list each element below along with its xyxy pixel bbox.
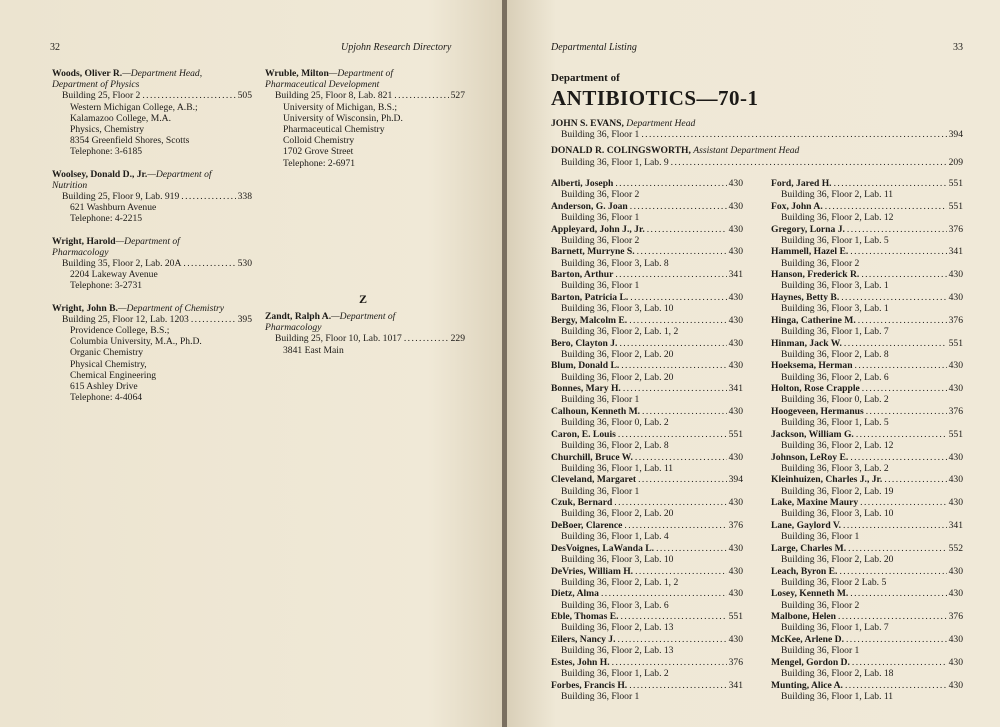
member-name: Johnson, LeRoy E. bbox=[771, 451, 849, 463]
member-extension: 551 bbox=[948, 428, 963, 440]
entry-detail: Telephone: 4-2215 bbox=[70, 213, 143, 225]
entry-detail: Chemical Engineering bbox=[70, 369, 157, 381]
member-name: DesVoignes, LaWanda L. bbox=[551, 542, 655, 554]
entry-title: —Department of bbox=[331, 311, 396, 322]
member-location: Building 36, Floor 1, Lab. 7 bbox=[781, 622, 889, 634]
member-name: Churchill, Bruce W. bbox=[551, 451, 633, 463]
member-location: Building 36, Floor 2 bbox=[561, 234, 640, 246]
member-extension: 430 bbox=[728, 291, 743, 303]
member-entry bbox=[551, 543, 743, 566]
member-name: Hinman, Jack W. bbox=[771, 337, 842, 349]
member-entry bbox=[551, 360, 743, 383]
member-extension: 376 bbox=[948, 611, 963, 623]
department-heads bbox=[551, 118, 963, 179]
entry-title: —Department of bbox=[328, 68, 394, 79]
entry-detail: University of Wisconsin, Ph.D. bbox=[283, 112, 403, 124]
entry-detail: 615 Ashley Drive bbox=[70, 381, 138, 393]
members-column-left bbox=[551, 178, 743, 702]
member-name: Dietz, Alma bbox=[551, 588, 599, 600]
member-location: Building 36, Floor 1 bbox=[561, 280, 640, 292]
entry-detail: Providence College, B.S.; bbox=[70, 325, 170, 337]
member-location: Building 36, Floor 2, Lab. 12 bbox=[781, 439, 894, 451]
member-extension: 430 bbox=[948, 588, 963, 600]
head-role: Department Head bbox=[626, 118, 696, 129]
member-name: Lake, Maxine Maury bbox=[771, 497, 859, 509]
member-extension: 430 bbox=[728, 542, 743, 554]
member-name: Jackson, William G. bbox=[771, 428, 854, 440]
member-extension: 430 bbox=[948, 679, 963, 691]
member-name: Barton, Patricia L. bbox=[551, 291, 629, 303]
entry-extension: 505 bbox=[237, 90, 252, 102]
member-name: Holton, Rose Crapple bbox=[771, 383, 860, 395]
member-extension: 430 bbox=[948, 474, 963, 486]
member-name: Hammell, Hazel E. bbox=[771, 246, 849, 258]
entry-title-cont: Pharmacology bbox=[52, 246, 109, 258]
member-extension: 430 bbox=[728, 633, 743, 645]
entry-extension: 229 bbox=[450, 333, 465, 345]
member-name: Blum, Donald L. bbox=[551, 360, 620, 372]
member-entry bbox=[551, 634, 743, 657]
entry-title-cont: Nutrition bbox=[52, 179, 88, 191]
member-location: Building 36, Floor 2, Lab. 11 bbox=[781, 189, 894, 201]
member-extension: 430 bbox=[948, 633, 963, 645]
entry-location: Building 25, Floor 2 bbox=[62, 90, 141, 102]
entry-extension: 338 bbox=[237, 191, 252, 203]
head-role: Assistant Department Head bbox=[693, 145, 800, 157]
head-extension: 394 bbox=[948, 129, 963, 141]
entries-column-b-z bbox=[265, 311, 465, 367]
entry-title-cont: Pharmaceutical Development bbox=[265, 79, 380, 91]
member-entry bbox=[551, 201, 743, 224]
member-location: Building 36, Floor 2 Lab. 5 bbox=[781, 576, 887, 588]
head-location: Building 36, Floor 1 bbox=[561, 129, 640, 141]
member-entry bbox=[771, 360, 963, 383]
entry-location: Building 25, Floor 10, Lab. 1017 bbox=[275, 333, 402, 345]
member-name: Malbone, Helen bbox=[771, 611, 837, 623]
member-location: Building 36, Floor 3, Lab. 10 bbox=[781, 508, 894, 520]
member-entry bbox=[771, 246, 963, 269]
member-name: Caron, E. Louis bbox=[551, 428, 616, 440]
entry-detail: Physics, Chemistry bbox=[70, 124, 145, 136]
member-extension: 430 bbox=[948, 565, 963, 577]
entry-detail: 1702 Grove Street bbox=[283, 146, 354, 158]
head-location: Building 36, Floor 1, Lab. 9 bbox=[561, 156, 669, 168]
member-location: Building 36, Floor 1, Lab. 4 bbox=[561, 531, 669, 543]
entry-location: Building 35, Floor 2, Lab. 20A bbox=[62, 258, 182, 270]
right-page bbox=[507, 0, 1000, 727]
member-name: Hanson, Frederick R. bbox=[771, 269, 860, 281]
member-entry bbox=[771, 680, 963, 703]
member-location: Building 36, Floor 1, Lab. 7 bbox=[781, 325, 889, 337]
member-extension: 430 bbox=[948, 291, 963, 303]
member-location: Building 36, Floor 3, Lab. 6 bbox=[561, 599, 669, 611]
member-extension: 430 bbox=[948, 269, 963, 281]
entry-extension: 395 bbox=[237, 313, 252, 325]
member-name: Hoogeveen, Hermanus bbox=[771, 405, 864, 417]
member-name: Forbes, Francis H. bbox=[551, 679, 628, 691]
member-entry bbox=[771, 634, 963, 657]
member-entry bbox=[551, 474, 743, 497]
member-location: Building 36, Floor 3, Lab. 2 bbox=[781, 462, 889, 474]
member-extension: 430 bbox=[728, 200, 743, 212]
entry-name: Wright, Harold bbox=[52, 235, 116, 247]
member-entry bbox=[771, 429, 963, 452]
member-extension: 376 bbox=[728, 656, 743, 668]
member-entry bbox=[771, 657, 963, 680]
member-extension: 430 bbox=[728, 497, 743, 509]
entry-name: Woolsey, Donald D., Jr. bbox=[52, 168, 148, 180]
member-name: DeVries, William H. bbox=[551, 565, 634, 577]
directory-entry bbox=[52, 68, 252, 158]
member-location: Building 36, Floor 1, Lab. 11 bbox=[781, 690, 894, 702]
member-name: Leach, Byron E. bbox=[771, 565, 838, 577]
member-entry bbox=[551, 497, 743, 520]
member-entry bbox=[771, 520, 963, 543]
member-name: Bergy, Malcolm E. bbox=[551, 314, 628, 326]
member-location: Building 36, Floor 2, Lab. 18 bbox=[781, 667, 894, 679]
member-location: Building 36, Floor 1, Lab. 5 bbox=[781, 234, 889, 246]
entry-location: Building 25, Floor 8, Lab. 821 bbox=[275, 90, 393, 102]
member-location: Building 36, Floor 2, Lab. 1, 2 bbox=[561, 325, 679, 337]
head-entry bbox=[551, 118, 963, 140]
member-entry bbox=[551, 566, 743, 589]
member-entry bbox=[771, 269, 963, 292]
member-entry bbox=[771, 497, 963, 520]
entry-detail: Telephone: 3-2731 bbox=[70, 280, 143, 292]
member-name: Mengel, Gordon D. bbox=[771, 656, 850, 668]
page-number-right: 33 bbox=[953, 42, 963, 53]
entry-detail: Telephone: 4-4064 bbox=[70, 392, 143, 404]
entry-detail: Western Michigan College, A.B.; bbox=[70, 101, 198, 113]
member-entry bbox=[771, 566, 963, 589]
entry-detail: 2204 Lakeway Avenue bbox=[70, 269, 158, 281]
member-extension: 341 bbox=[948, 519, 963, 531]
member-entry bbox=[551, 383, 743, 406]
member-entry bbox=[771, 178, 963, 201]
entry-location: Building 25, Floor 9, Lab. 919 bbox=[62, 191, 180, 203]
member-name: Large, Charles M. bbox=[771, 542, 847, 554]
member-name: Fox, John A. bbox=[771, 200, 823, 212]
member-location: Building 36, Floor 2 bbox=[781, 599, 860, 611]
member-name: Lane, Gaylord V. bbox=[771, 519, 842, 531]
member-location: Building 36, Floor 3, Lab. 10 bbox=[561, 553, 674, 565]
member-extension: 430 bbox=[728, 314, 743, 326]
member-entry bbox=[551, 588, 743, 611]
entry-extension: 530 bbox=[237, 258, 252, 270]
member-name: Hinga, Catherine M. bbox=[771, 314, 856, 326]
head-name: JOHN S. EVANS, bbox=[551, 118, 624, 129]
member-entry bbox=[551, 338, 743, 361]
directory-entry bbox=[52, 169, 252, 225]
member-extension: 376 bbox=[948, 405, 963, 417]
member-name: Hoeksema, Herman bbox=[771, 360, 853, 372]
directory-entry bbox=[52, 236, 252, 292]
member-extension: 394 bbox=[728, 474, 743, 486]
member-name: Eilers, Nancy J. bbox=[551, 633, 616, 645]
member-name: Estes, John H. bbox=[551, 656, 610, 668]
department-title: ANTIBIOTICS—70-1 bbox=[551, 86, 759, 110]
member-location: Building 36, Floor 2 bbox=[781, 257, 860, 269]
department-label: Department of bbox=[551, 72, 620, 84]
member-location: Building 36, Floor 2, Lab. 1, 2 bbox=[561, 576, 679, 588]
running-head-left: Upjohn Research Directory bbox=[341, 42, 452, 53]
entry-detail: Colloid Chemistry bbox=[283, 135, 355, 147]
member-entry bbox=[771, 338, 963, 361]
member-extension: 430 bbox=[728, 405, 743, 417]
member-extension: 430 bbox=[728, 588, 743, 600]
member-extension: 551 bbox=[948, 200, 963, 212]
member-entry bbox=[771, 406, 963, 429]
entry-title-cont: Pharmacology bbox=[265, 322, 322, 334]
entry-detail: Columbia University, M.A., Ph.D. bbox=[70, 336, 202, 348]
member-entry bbox=[771, 543, 963, 566]
member-extension: 430 bbox=[728, 337, 743, 349]
member-location: Building 36, Floor 2 bbox=[561, 189, 640, 201]
member-location: Building 36, Floor 1 bbox=[561, 394, 640, 406]
member-location: Building 36, Floor 1 bbox=[561, 212, 640, 223]
member-entry bbox=[551, 680, 743, 703]
member-entry bbox=[551, 520, 743, 543]
directory-entry bbox=[265, 68, 465, 169]
member-location: Building 36, Floor 2, Lab. 13 bbox=[561, 645, 674, 657]
member-extension: 430 bbox=[948, 360, 963, 372]
member-name: Calhoun, Kenneth M. bbox=[551, 405, 641, 417]
member-extension: 551 bbox=[948, 178, 963, 189]
member-location: Building 36, Floor 3, Lab. 10 bbox=[561, 303, 674, 315]
member-name: Appleyard, John J., Jr. bbox=[551, 223, 645, 235]
member-name: Alberti, Joseph bbox=[551, 178, 614, 189]
head-extension: 209 bbox=[948, 156, 963, 168]
member-location: Building 36, Floor 2, Lab. 6 bbox=[781, 371, 889, 383]
entries-column-a bbox=[52, 68, 252, 414]
member-entry bbox=[771, 292, 963, 315]
member-name: Anderson, G. Joan bbox=[551, 200, 628, 212]
member-location: Building 36, Floor 3, Lab. 1 bbox=[781, 303, 889, 315]
entry-extension: 527 bbox=[450, 90, 465, 102]
member-location: Building 36, Floor 0, Lab. 2 bbox=[561, 417, 669, 429]
entry-location: Building 25, Floor 12, Lab. 1203 bbox=[62, 313, 189, 325]
member-entry bbox=[551, 269, 743, 292]
member-name: Munting, Alice A. bbox=[771, 679, 843, 691]
member-location: Building 36, Floor 2, Lab. 20 bbox=[561, 508, 674, 520]
page-number-left: 32 bbox=[50, 42, 60, 53]
member-entry bbox=[551, 657, 743, 680]
entry-title: —Department of Chemistry bbox=[117, 302, 224, 314]
member-entry bbox=[771, 201, 963, 224]
member-location: Building 36, Floor 2, Lab. 8 bbox=[561, 439, 669, 451]
member-location: Building 36, Floor 1, Lab. 2 bbox=[561, 667, 669, 679]
entry-name: Woods, Oliver R. bbox=[52, 68, 123, 79]
member-location: Building 36, Floor 2, Lab. 13 bbox=[561, 622, 674, 634]
entry-detail: Organic Chemistry bbox=[70, 347, 144, 359]
member-entry bbox=[551, 406, 743, 429]
entry-detail: Telephone: 3-6185 bbox=[70, 146, 143, 158]
member-extension: 341 bbox=[728, 679, 743, 691]
member-extension: 430 bbox=[728, 360, 743, 372]
entry-name: Wruble, Milton bbox=[265, 68, 329, 79]
member-extension: 430 bbox=[728, 178, 743, 189]
entry-title: —Department Head, bbox=[122, 68, 203, 79]
member-name: Barnett, Murryne S. bbox=[551, 246, 635, 258]
member-name: McKee, Arlene D. bbox=[771, 633, 844, 645]
entry-title: —Department of bbox=[115, 235, 180, 247]
member-location: Building 36, Floor 3, Lab. 1 bbox=[781, 280, 889, 292]
members-column-right bbox=[771, 178, 963, 702]
entry-detail: 621 Washburn Avenue bbox=[70, 202, 157, 214]
head-entry bbox=[551, 145, 963, 167]
member-entry bbox=[551, 178, 743, 201]
member-extension: 430 bbox=[948, 656, 963, 668]
member-entry bbox=[771, 452, 963, 475]
member-extension: 551 bbox=[948, 337, 963, 349]
entry-name: Zandt, Ralph A. bbox=[265, 311, 332, 322]
member-entry bbox=[551, 224, 743, 247]
member-location: Building 36, Floor 1, Lab. 5 bbox=[781, 417, 889, 429]
member-entry bbox=[771, 474, 963, 497]
member-name: Haynes, Betty B. bbox=[771, 291, 840, 303]
member-entry bbox=[771, 224, 963, 247]
entry-title: —Department of bbox=[147, 168, 212, 180]
member-location: Building 36, Floor 2, Lab. 20 bbox=[781, 553, 894, 565]
member-extension: 551 bbox=[728, 611, 743, 623]
member-location: Building 36, Floor 1 bbox=[561, 690, 640, 702]
member-location: Building 36, Floor 2, Lab. 19 bbox=[781, 485, 894, 497]
member-name: Bero, Clayton J. bbox=[551, 337, 618, 349]
entry-detail: 3841 East Main bbox=[283, 344, 344, 356]
member-location: Building 36, Floor 0, Lab. 2 bbox=[781, 394, 889, 406]
entry-detail: Pharmaceutical Chemistry bbox=[283, 124, 385, 136]
member-name: Barton, Arthur bbox=[551, 269, 614, 281]
member-location: Building 36, Floor 2, Lab. 8 bbox=[781, 348, 889, 360]
member-extension: 376 bbox=[948, 314, 963, 326]
section-letter: Z bbox=[359, 292, 368, 306]
member-extension: 341 bbox=[948, 246, 963, 258]
member-location: Building 36, Floor 2, Lab. 12 bbox=[781, 212, 894, 223]
member-location: Building 36, Floor 3, Lab. 8 bbox=[561, 257, 669, 269]
member-location: Building 36, Floor 2, Lab. 20 bbox=[561, 371, 674, 383]
member-name: DeBoer, Clarence bbox=[551, 519, 623, 531]
member-name: Ford, Jared H. bbox=[771, 178, 832, 189]
member-name: Gregory, Lorna J. bbox=[771, 223, 845, 235]
member-extension: 430 bbox=[728, 451, 743, 463]
member-entry bbox=[551, 315, 743, 338]
member-name: Czuk, Bernard bbox=[551, 497, 613, 509]
member-entry bbox=[551, 452, 743, 475]
member-name: Bonnes, Mary H. bbox=[551, 383, 621, 395]
entry-detail: 8354 Greenfield Shores, Scotts bbox=[70, 135, 190, 147]
member-entry bbox=[771, 383, 963, 406]
member-location: Building 36, Floor 1, Lab. 11 bbox=[561, 462, 674, 474]
directory-entry bbox=[265, 311, 465, 356]
member-extension: 430 bbox=[728, 223, 743, 235]
entry-name: Wright, John B. bbox=[52, 302, 118, 314]
running-head-right: Departmental Listing bbox=[551, 42, 637, 53]
member-name: Losey, Kenneth M. bbox=[771, 588, 849, 600]
member-location: Building 36, Floor 1 bbox=[781, 645, 860, 657]
member-extension: 430 bbox=[948, 383, 963, 395]
member-extension: 430 bbox=[728, 246, 743, 258]
member-name: Kleinhuizen, Charles J., Jr. bbox=[771, 474, 883, 486]
member-extension: 376 bbox=[948, 223, 963, 235]
member-extension: 551 bbox=[728, 428, 743, 440]
member-entry bbox=[551, 292, 743, 315]
entry-detail: Kalamazoo College, M.A. bbox=[70, 112, 171, 124]
member-entry bbox=[551, 429, 743, 452]
member-extension: 430 bbox=[948, 451, 963, 463]
member-entry bbox=[771, 611, 963, 634]
member-extension: 341 bbox=[728, 269, 743, 281]
member-entry bbox=[771, 588, 963, 611]
entry-detail: University of Michigan, B.S.; bbox=[283, 101, 398, 113]
member-extension: 430 bbox=[728, 565, 743, 577]
member-entry bbox=[771, 315, 963, 338]
entry-detail: Physical Chemistry, bbox=[70, 358, 147, 370]
member-extension: 376 bbox=[728, 519, 743, 531]
member-extension: 430 bbox=[948, 497, 963, 509]
directory-entry bbox=[52, 303, 252, 404]
head-name: DONALD R. COLINGSWORTH, bbox=[551, 145, 691, 157]
member-location: Building 36, Floor 1 bbox=[781, 531, 860, 543]
entry-title-cont: Department of Physics bbox=[52, 79, 140, 91]
member-location: Building 36, Floor 2, Lab. 20 bbox=[561, 348, 674, 360]
entries-column-b bbox=[265, 68, 465, 180]
member-location: Building 36, Floor 1 bbox=[561, 485, 640, 497]
member-entry bbox=[551, 611, 743, 634]
member-extension: 552 bbox=[948, 542, 963, 554]
member-name: Cleveland, Margaret bbox=[551, 474, 637, 486]
member-extension: 341 bbox=[728, 383, 743, 395]
member-entry bbox=[551, 246, 743, 269]
member-name: Eble, Thomas E. bbox=[551, 611, 619, 623]
entry-detail: Telephone: 2-6971 bbox=[283, 157, 356, 169]
